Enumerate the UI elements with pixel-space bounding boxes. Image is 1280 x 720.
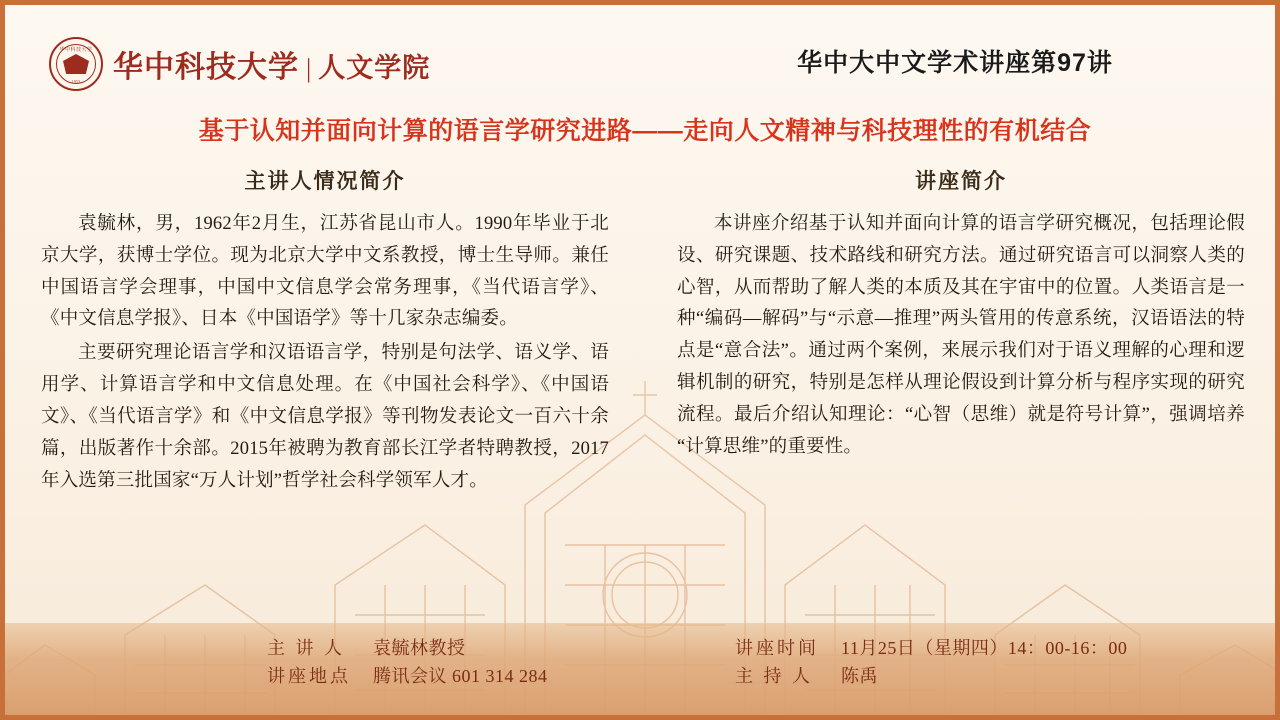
speaker-bio-paragraph-1: 袁毓林，男，1962年2月生，江苏省昆山市人。1990年毕业于北京大学，获博士学位。现为北京大学中文系教授，博士生导师。兼任中国语言学会理事，中国中文信息学会常务理事，《当代语言学》、《中文信息学报》、日本《中国语学》等十几家杂志编委。: [41, 214, 609, 330]
lecture-main-title: 基于认知并面向计算的语言学研究进路——走向人文精神与科技理性的有机结合: [198, 117, 1092, 145]
footer-speaker-row: [267, 635, 548, 663]
lecture-abstract-paragraph-1: 本讲座介绍基于认知并面向计算的语言学研究概况，包括理论假设、研究课题、技术路线和研究方法。通过研究语言可以洞察人类的心智，从而帮助了解人类的本质及其在宇宙中的位置。人类语言是一种“编码—解码”与“示意—推理”两头管用的传意系统，汉语语法的特点是“意合法”。通过两个案例，来展示我们对于语义理解的心理和逻辑机制的研究，特别是怎样从理论假设到计算分析与程序实现的研究流程。最后介绍认知理论：“心智（思维）就是符号计算”，强调培养“计算思维”的重要性。: [677, 214, 1245, 457]
speaker-bio-section: [41, 165, 609, 499]
university-seal-icon: [49, 37, 103, 91]
footer-speaker-value: 袁毓林教授: [373, 638, 466, 658]
logo-university-name: 华中科技大学: [113, 51, 299, 84]
footer-speaker-label: 主 讲 人: [267, 638, 345, 658]
footer-venue-value: 腾讯会议 601 314 284: [373, 665, 548, 686]
footer-time-label: 讲座时间: [735, 638, 819, 658]
footer-details: [5, 623, 1280, 715]
footer-time-value: 11月25日（星期四）14：00-16：00: [841, 638, 1128, 658]
footer-right-block: [735, 635, 1127, 691]
logo-school-name: 人文学院: [318, 53, 431, 83]
seal-bottom-text: 1953: [71, 79, 81, 84]
logo-divider: |: [306, 54, 312, 83]
university-logo: [49, 37, 430, 91]
lecture-abstract-section: [677, 165, 1245, 466]
footer-host-label: 主 持 人: [735, 665, 813, 686]
speaker-bio-heading: 主讲人情况简介: [244, 169, 406, 193]
footer-venue-label: 讲座地点: [267, 665, 351, 686]
footer-left-block: [267, 635, 548, 691]
lecture-abstract-heading: 讲座简介: [915, 169, 1007, 193]
footer-venue-row: [267, 663, 548, 691]
lecture-series-title: 华中大中文学术讲座第97讲: [797, 49, 1113, 77]
seal-core-shape: [63, 54, 89, 74]
seal-top-text: 华中科技大学: [59, 48, 93, 53]
speaker-bio-paragraph-2: 主要研究理论语言学和汉语语言学，特别是句法学、语义学、语用学、计算语言学和中文信息处理。在《中国社会科学》、《中国语文》、《当代语言学》和《中文信息学报》等刊物发表论文一百六十余篇，出版著作十余部。2015年被聘为教育部长江学者特聘教授，2017年入选第三批国家“万人计划”哲学社会科学领军人才。: [41, 343, 609, 491]
footer-host-value: 陈禹: [841, 665, 878, 686]
footer-time-row: [735, 635, 1127, 663]
footer-host-row: [735, 663, 1127, 691]
